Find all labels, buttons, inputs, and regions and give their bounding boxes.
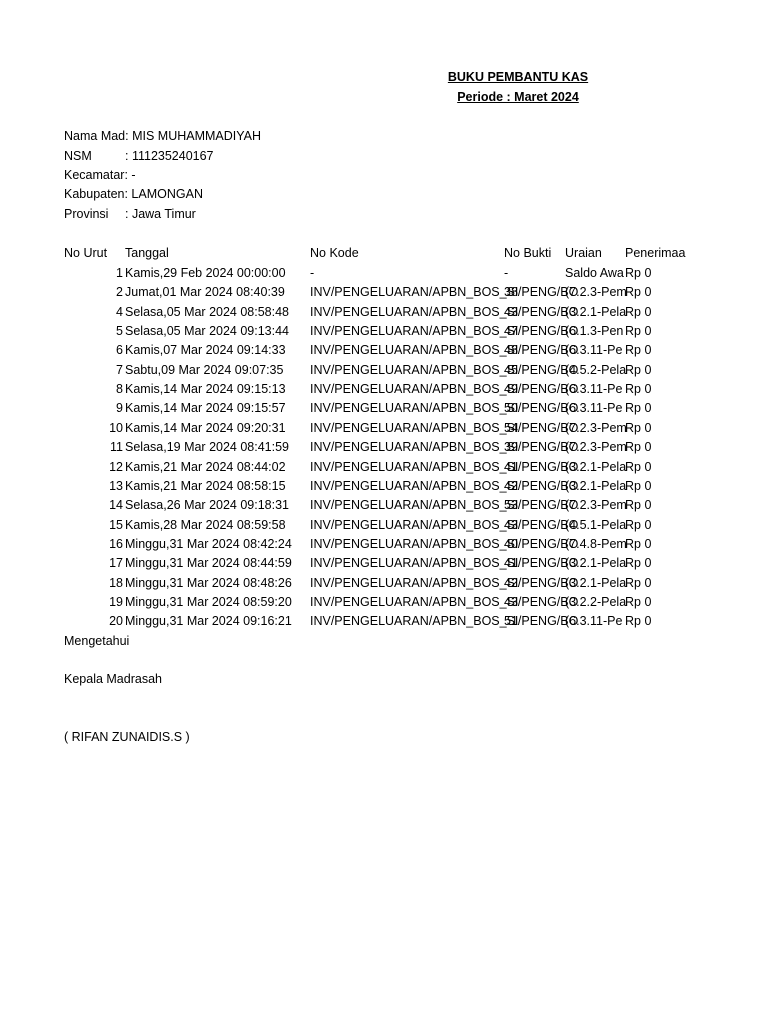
cell-tanggal: Kamis,14 Mar 2024 09:15:57 xyxy=(125,401,286,415)
column-header-kode: No Kode xyxy=(310,246,359,260)
document-title: BUKU PEMBANTU KAS xyxy=(447,70,589,84)
cell-bukti: 47/PENG/BO xyxy=(504,324,579,338)
table-row xyxy=(0,477,768,496)
cell-bukti: 50/PENG/BO xyxy=(504,401,579,415)
cell-bukti: 53/PENG/BO xyxy=(504,498,579,512)
info-kabupaten xyxy=(64,187,203,201)
cell-kode: INV/PENGELUARAN/APBN_BOS_SI xyxy=(310,518,519,532)
table-row xyxy=(0,593,768,612)
cell-uraian: (7.2.3-Pem xyxy=(565,440,627,454)
cell-kode: INV/PENGELUARAN/APBN_BOS_SI xyxy=(310,595,519,609)
cell-penerimaan: Rp 0 xyxy=(625,363,652,377)
cell-penerimaan: Rp 0 xyxy=(625,324,652,338)
cell-no: 8 xyxy=(116,382,123,396)
cell-tanggal: Selasa,26 Mar 2024 09:18:31 xyxy=(125,498,290,512)
cell-tanggal: Selasa,05 Mar 2024 08:58:48 xyxy=(125,305,290,319)
cell-uraian: (7.2.3-Pem xyxy=(565,285,627,299)
cell-kode: INV/PENGELUARAN/APBN_BOS_SI xyxy=(310,479,519,493)
cell-no: 2 xyxy=(116,285,123,299)
cell-no: 20 xyxy=(109,614,123,628)
footer-mengetahui: Mengetahui xyxy=(64,634,130,648)
table-row xyxy=(0,535,768,554)
table-row xyxy=(0,264,768,283)
info-kabupaten-value: : LAMONGAN xyxy=(124,187,203,201)
cell-no: 7 xyxy=(116,363,123,377)
cell-kode: INV/PENGELUARAN/APBN_BOS_SI xyxy=(310,576,519,590)
cell-bukti: 42/PENG/BO xyxy=(504,479,579,493)
info-nama-value: : MIS MUHAMMADIYAH xyxy=(125,129,262,143)
cell-penerimaan: Rp 0 xyxy=(625,595,652,609)
table-row xyxy=(0,303,768,322)
table-row xyxy=(0,516,768,535)
cell-bukti: 41/PENG/BO xyxy=(504,460,579,474)
cell-bukti: 51/PENG/BO xyxy=(504,614,579,628)
cell-penerimaan: Rp 0 xyxy=(625,421,652,435)
table-row xyxy=(0,399,768,418)
column-header-no: No Urut xyxy=(64,246,108,260)
cell-bukti: 42/PENG/BO xyxy=(504,576,579,590)
cell-no: 12 xyxy=(109,460,123,474)
cell-tanggal: Kamis,14 Mar 2024 09:15:13 xyxy=(125,382,286,396)
cell-penerimaan: Rp 0 xyxy=(625,440,652,454)
info-kecamatan xyxy=(64,168,136,182)
cell-tanggal: Kamis,14 Mar 2024 09:20:31 xyxy=(125,421,286,435)
cell-uraian: (3.2.1-Pela xyxy=(565,556,627,570)
info-nsm xyxy=(64,149,214,163)
cell-tanggal: Kamis,21 Mar 2024 08:58:15 xyxy=(125,479,286,493)
cell-penerimaan: Rp 0 xyxy=(625,537,652,551)
table-row xyxy=(0,419,768,438)
cell-no: 16 xyxy=(109,537,123,551)
info-provinsi-label: Provinsi xyxy=(64,207,109,221)
cell-uraian: (6.3.11-Pe xyxy=(565,614,623,628)
cell-tanggal: Selasa,05 Mar 2024 09:13:44 xyxy=(125,324,290,338)
cell-penerimaan: Rp 0 xyxy=(625,498,652,512)
info-nama xyxy=(64,129,261,143)
cell-kode: INV/PENGELUARAN/APBN_BOS_SI xyxy=(310,556,519,570)
cell-no: 11 xyxy=(110,440,123,454)
cell-no: 19 xyxy=(109,595,123,609)
footer-signatory: ( RIFAN ZUNAIDIS.S ) xyxy=(64,730,190,744)
cell-kode: INV/PENGELUARAN/APBN_BOS_SI xyxy=(310,401,519,415)
cell-penerimaan: Rp 0 xyxy=(625,479,652,493)
cell-bukti: 39/PENG/BO xyxy=(504,440,579,454)
info-nsm-value: : 111235240167 xyxy=(125,149,214,163)
cell-bukti: 41/PENG/BO xyxy=(504,556,579,570)
cell-tanggal: Minggu,31 Mar 2024 08:48:26 xyxy=(125,576,292,590)
cell-no: 10 xyxy=(109,421,123,435)
cell-bukti: 38/PENG/BO xyxy=(504,285,579,299)
footer-jabatan: Kepala Madrasah xyxy=(64,672,162,686)
info-provinsi xyxy=(64,207,196,221)
cell-penerimaan: Rp 0 xyxy=(625,343,652,357)
cell-no: 4 xyxy=(116,305,123,319)
cell-tanggal: Kamis,21 Mar 2024 08:44:02 xyxy=(125,460,286,474)
table-row xyxy=(0,496,768,515)
table-row xyxy=(0,438,768,457)
table-row xyxy=(0,612,768,631)
cell-penerimaan: Rp 0 xyxy=(625,460,652,474)
cell-no: 13 xyxy=(109,479,123,493)
cell-kode: INV/PENGELUARAN/APBN_BOS_SI xyxy=(310,343,519,357)
cell-bukti: 48/PENG/BO xyxy=(504,343,579,357)
cell-penerimaan: Rp 0 xyxy=(625,266,652,280)
cell-penerimaan: Rp 0 xyxy=(625,401,652,415)
cell-penerimaan: Rp 0 xyxy=(625,518,652,532)
table-row xyxy=(0,283,768,302)
cell-kode: INV/PENGELUARAN/APBN_BOS_SI xyxy=(310,614,519,628)
cell-kode: INV/PENGELUARAN/APBN_BOS_SI xyxy=(310,363,519,377)
cell-kode: INV/PENGELUARAN/APBN_BOS_SI xyxy=(310,382,519,396)
cell-uraian: (6.3.11-Pe xyxy=(565,343,623,357)
table-row xyxy=(0,574,768,593)
cell-uraian: Saldo Awa xyxy=(565,266,624,280)
cell-uraian: (3.2.1-Pela xyxy=(565,305,627,319)
cell-uraian: (4.5.1-Pela xyxy=(565,518,627,532)
cell-tanggal: Minggu,31 Mar 2024 08:59:20 xyxy=(125,595,292,609)
cell-kode: INV/PENGELUARAN/APBN_BOS_SI xyxy=(310,421,519,435)
column-header-tanggal: Tanggal xyxy=(125,246,169,260)
cell-bukti: 43/PENG/BO xyxy=(504,595,579,609)
cell-no: 9 xyxy=(116,401,123,415)
cell-tanggal: Kamis,07 Mar 2024 09:14:33 xyxy=(125,343,286,357)
cell-bukti: 54/PENG/BO xyxy=(504,421,579,435)
cell-no: 18 xyxy=(109,576,123,590)
cell-bukti: 40/PENG/BO xyxy=(504,537,579,551)
table-row xyxy=(0,322,768,341)
cell-uraian: (6.3.11-Pe xyxy=(565,382,623,396)
cell-penerimaan: Rp 0 xyxy=(625,305,652,319)
table-row xyxy=(0,361,768,380)
table-row xyxy=(0,458,768,477)
cell-tanggal: Jumat,01 Mar 2024 08:40:39 xyxy=(125,285,285,299)
cell-penerimaan: Rp 0 xyxy=(625,382,652,396)
cell-tanggal: Minggu,31 Mar 2024 08:44:59 xyxy=(125,556,292,570)
table-row xyxy=(0,554,768,573)
cell-no: 15 xyxy=(109,518,123,532)
info-kecamatan-value: : - xyxy=(124,168,136,182)
info-nsm-label: NSM xyxy=(64,149,92,163)
cell-tanggal: Minggu,31 Mar 2024 09:16:21 xyxy=(125,614,292,628)
cell-no: 6 xyxy=(116,343,123,357)
cell-penerimaan: Rp 0 xyxy=(625,614,652,628)
column-header-bukti: No Bukti xyxy=(504,246,552,260)
cell-kode: INV/PENGELUARAN/APBN_BOS_SI xyxy=(310,305,519,319)
cell-bukti: 43/PENG/BO xyxy=(504,518,579,532)
table-header-row xyxy=(0,244,768,263)
info-nama-label: Nama Mad xyxy=(64,129,126,143)
info-kabupaten-label: Kabupaten xyxy=(64,187,125,201)
cell-kode: - xyxy=(310,266,315,280)
column-header-uraian: Uraian xyxy=(565,246,602,260)
cell-tanggal: Minggu,31 Mar 2024 08:42:24 xyxy=(125,537,292,551)
cell-uraian: (3.2.1-Pela xyxy=(565,576,627,590)
info-provinsi-value: : Jawa Timur xyxy=(125,207,196,221)
cell-tanggal: Selasa,19 Mar 2024 08:41:59 xyxy=(125,440,290,454)
cell-uraian: (3.2.1-Pela xyxy=(565,479,627,493)
table-row xyxy=(0,341,768,360)
cell-penerimaan: Rp 0 xyxy=(625,285,652,299)
cell-uraian: (3.2.1-Pela xyxy=(565,460,627,474)
cell-uraian: (4.5.2-Pela xyxy=(565,363,627,377)
cell-kode: INV/PENGELUARAN/APBN_BOS_SI xyxy=(310,285,519,299)
cell-bukti: 49/PENG/BO xyxy=(504,382,579,396)
cell-uraian: (6.3.11-Pe xyxy=(565,401,623,415)
cell-tanggal: Sabtu,09 Mar 2024 09:07:35 xyxy=(125,363,284,377)
cell-tanggal: Kamis,28 Mar 2024 08:59:58 xyxy=(125,518,286,532)
cell-kode: INV/PENGELUARAN/APBN_BOS_SI xyxy=(310,537,519,551)
cell-bukti: 45/PENG/BO xyxy=(504,363,579,377)
cell-kode: INV/PENGELUARAN/APBN_BOS_SI xyxy=(310,498,519,512)
cell-uraian: (7.2.3-Pem xyxy=(565,421,627,435)
cell-bukti: 43/PENG/BO xyxy=(504,305,579,319)
cell-bukti: - xyxy=(504,266,509,280)
document-period: Periode : Maret 2024 xyxy=(457,90,579,104)
cell-kode: INV/PENGELUARAN/APBN_BOS_SI xyxy=(310,324,519,338)
cell-penerimaan: Rp 0 xyxy=(625,576,652,590)
cell-uraian: (3.2.2-Pela xyxy=(565,595,627,609)
table-row xyxy=(0,380,768,399)
cell-kode: INV/PENGELUARAN/APBN_BOS_SI xyxy=(310,460,519,474)
cell-no: 14 xyxy=(109,498,123,512)
cell-no: 5 xyxy=(116,324,123,338)
cell-uraian: (7.2.3-Pem xyxy=(565,498,627,512)
info-kecamatan-label: Kecamatar xyxy=(64,168,125,182)
cell-tanggal: Kamis,29 Feb 2024 00:00:00 xyxy=(125,266,286,280)
cell-uraian: (6.1.3-Pen xyxy=(565,324,624,338)
cell-kode: INV/PENGELUARAN/APBN_BOS_SI xyxy=(310,440,519,454)
cell-uraian: (7.4.8-Pem xyxy=(565,537,627,551)
cell-penerimaan: Rp 0 xyxy=(625,556,652,570)
cell-no: 1 xyxy=(116,266,123,280)
cell-no: 17 xyxy=(109,556,123,570)
column-header-penerimaan: Penerimaa xyxy=(625,246,686,260)
